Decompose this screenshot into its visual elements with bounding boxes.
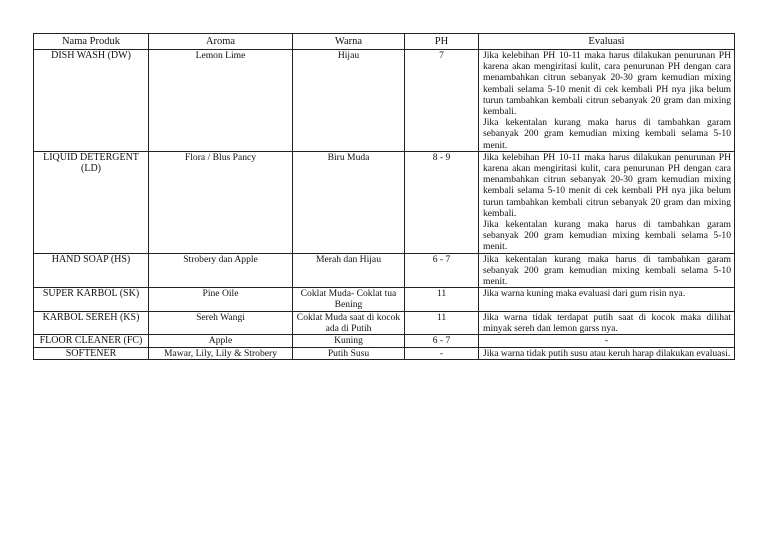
warna-cell: Hijau bbox=[293, 50, 405, 152]
warna-cell: Kuning bbox=[293, 335, 405, 348]
table-body bbox=[34, 50, 735, 360]
evaluasi-cell bbox=[479, 347, 735, 360]
table-header-row bbox=[34, 34, 735, 50]
product-name-cell: SUPER KARBOL (SK) bbox=[34, 288, 149, 311]
table-row bbox=[34, 335, 735, 348]
product-evaluation-table bbox=[33, 33, 735, 360]
table-row bbox=[34, 50, 735, 152]
aroma-cell: Pine Oile bbox=[149, 288, 293, 311]
aroma-cell: Sereh Wangi bbox=[149, 311, 293, 334]
header-aroma: Aroma bbox=[149, 34, 293, 50]
product-name-cell: LIQUID DETERGENT (LD) bbox=[34, 151, 149, 253]
table-row bbox=[34, 347, 735, 360]
header-nama-produk: Nama Produk bbox=[34, 34, 149, 50]
ph-cell: 8 - 9 bbox=[405, 151, 479, 253]
product-name-cell: KARBOL SEREH (KS) bbox=[34, 311, 149, 334]
aroma-cell: Lemon Lime bbox=[149, 50, 293, 152]
evaluasi-paragraph: Jika warna kuning maka evaluasi dari gum risin nya. bbox=[483, 288, 686, 300]
ph-cell: - bbox=[405, 347, 479, 360]
evaluasi-paragraph: Jika kelebihan PH 10-11 maka harus dilakukan penurunan PH karena akan mengiritasi kulit, cara penurunan PH dengan cara menambahkan citrun sebanyak 20-30 gram kemudian mixing kembali selama 5-10 menit di cek kembali PH nya jika belum turun tambahkan kembali citrun sebanyak 20 gram dan mixing kembali. bbox=[483, 151, 731, 219]
evaluasi-cell bbox=[479, 50, 735, 152]
evaluasi-paragraph: Jika kekentalan kurang maka harus di tambahkan garam sebanyak 200 gram kemudian mixing kembali selama 5-10 menit. bbox=[483, 219, 731, 253]
warna-cell: Biru Muda bbox=[293, 151, 405, 253]
evaluasi-paragraph: Jika warna tidak putih susu atau keruh harap dilakukan evaluasi. bbox=[483, 347, 731, 359]
product-name-cell: DISH WASH (DW) bbox=[34, 50, 149, 152]
evaluasi-paragraph: - bbox=[604, 335, 609, 347]
table-row bbox=[34, 288, 735, 311]
warna-cell: Putih Susu bbox=[293, 347, 405, 360]
warna-cell: Coklat Muda- Coklat tua Bening bbox=[293, 288, 405, 311]
aroma-cell: Mawar, Lily, Lily & Strobery bbox=[149, 347, 293, 360]
aroma-cell: Flora / Blus Pancy bbox=[149, 151, 293, 253]
warna-cell: Merah dan Hijau bbox=[293, 253, 405, 288]
aroma-cell: Apple bbox=[149, 335, 293, 348]
header-warna: Warna bbox=[293, 34, 405, 50]
ph-cell: 7 bbox=[405, 50, 479, 152]
ph-cell: 11 bbox=[405, 311, 479, 334]
evaluasi-cell bbox=[479, 311, 735, 334]
evaluasi-paragraph: Jika kelebihan PH 10-11 maka harus dilakukan penurunan PH karena akan mengiritasi kulit, cara penurunan PH dengan cara menambahkan citrun sebanyak 20-30 gram kemudian mixing kembali selama 5-10 menit di cek kembali PH nya jika belum turun tambahkan kembali citrun sebanyak 20 gram dan mixing kembali. bbox=[483, 50, 731, 118]
evaluasi-cell bbox=[479, 288, 735, 311]
ph-cell: 6 - 7 bbox=[405, 335, 479, 348]
ph-cell: 11 bbox=[405, 288, 479, 311]
evaluasi-paragraph: Jika kekentalan kurang maka harus di tambahkan garam sebanyak 200 gram kemudian mixing kembali selama 5-10 menit. bbox=[483, 253, 731, 288]
product-name-cell: FLOOR CLEANER (FC) bbox=[34, 335, 149, 348]
table-row bbox=[34, 311, 735, 334]
evaluasi-cell bbox=[479, 335, 735, 348]
warna-cell: Coklat Muda saat di kocok ada di Putih bbox=[293, 311, 405, 334]
table-row bbox=[34, 253, 735, 288]
product-name-cell: HAND SOAP (HS) bbox=[34, 253, 149, 288]
table-row bbox=[34, 151, 735, 253]
evaluasi-cell bbox=[479, 253, 735, 288]
evaluasi-paragraph: Jika warna tidak terdapat putih saat di kocok maka dilihat minyak sereh dan lemon garss nya. bbox=[483, 311, 731, 334]
header-ph: PH bbox=[405, 34, 479, 50]
ph-cell: 6 - 7 bbox=[405, 253, 479, 288]
aroma-cell: Strobery dan Apple bbox=[149, 253, 293, 288]
evaluasi-paragraph: Jika kekentalan kurang maka harus di tambahkan garam sebanyak 200 gram kemudian mixing kembali selama 5-10 menit. bbox=[483, 117, 731, 151]
evaluasi-cell bbox=[479, 151, 735, 253]
header-evaluasi: Evaluasi bbox=[479, 34, 735, 50]
product-name-cell: SOFTENER bbox=[34, 347, 149, 360]
